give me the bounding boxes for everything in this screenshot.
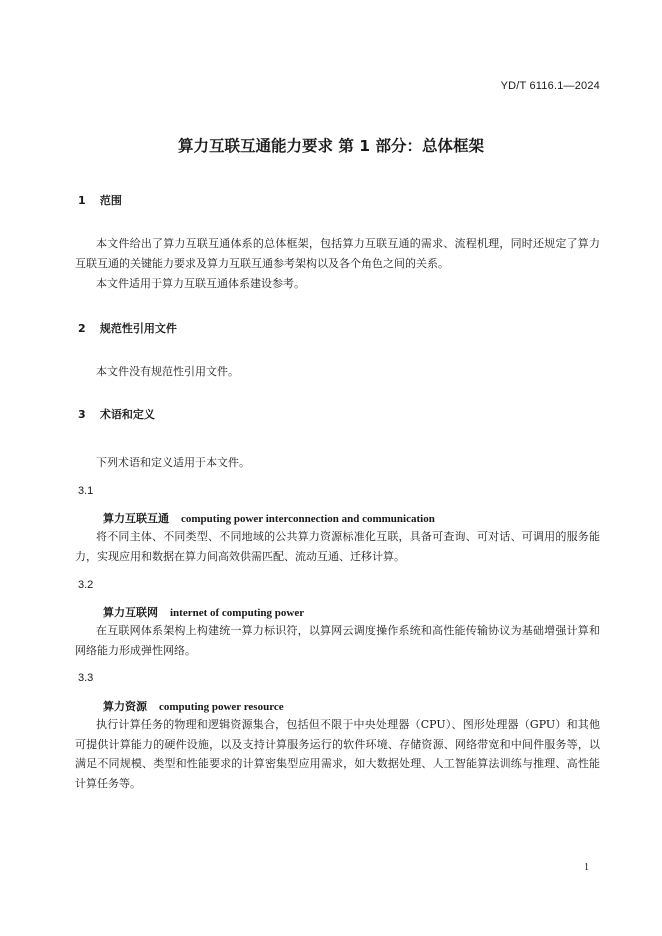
section-2-heading: [78, 320, 177, 336]
clause-number: 3.2: [78, 579, 94, 591]
term-heading: [103, 510, 435, 526]
section-number: 3: [78, 408, 86, 421]
normative-references-paragraph: 本文件没有规范性引用文件。: [96, 365, 239, 378]
page-number: 1: [584, 862, 589, 873]
scope-paragraph-1: 本文件给出了算力互联互通体系的总体框架，包括算力互联互通的需求、流程机理，同时还规定了算力互联互通的关键能力要求及算力互联互通参考架构以及各个角色之间的关系。: [75, 237, 600, 270]
term-definition: 执行计算任务的物理和逻辑资源集合，包括但不限于中央处理器（CPU）、图形处理器（GPU）和其他可提供计算能力的硬件设施，以及支持计算服务运行的软件环境、存储资源、网络带宽和中间件服务等，以满足不同规模、类型和性能要求的计算密集型应用需求，如大数据处理、人工智能算法训练与推理、高性能计算任务等。: [75, 718, 600, 790]
document-title: 算力互联互通能力要求 第 1 部分：总体框架: [178, 137, 484, 155]
term-heading: [103, 604, 304, 620]
clause-number: 3.1: [78, 485, 94, 497]
section-number: 1: [78, 194, 86, 207]
term-chinese: 算力互联网: [103, 606, 158, 619]
scope-paragraph-2: 本文件适用于算力互联互通体系建设参考。: [96, 277, 305, 290]
term-chinese: 算力互联互通: [103, 512, 169, 525]
section-title: 术语和定义: [99, 408, 155, 421]
section-title: 范围: [99, 194, 122, 207]
term-chinese: 算力资源: [103, 700, 147, 713]
terms-intro-paragraph: 下列术语和定义适用于本文件。: [96, 456, 250, 469]
term-english: computing power resource: [159, 701, 284, 713]
section-number: 2: [78, 322, 86, 335]
clause-number: 3.3: [78, 672, 94, 684]
section-1-heading: [78, 192, 122, 208]
section-3-heading: [78, 406, 155, 422]
term-heading: [103, 698, 284, 714]
term-definition: 在互联网体系架构上构建统一算力标识符，以算网云调度操作系统和高性能传输协议为基础增强计算和网络能力形成弹性网络。: [75, 624, 600, 657]
term-english: computing power interconnection and communication: [181, 513, 435, 525]
section-title: 规范性引用文件: [99, 322, 177, 335]
term-definition: 将不同主体、不同类型、不同地域的公共算力资源标准化互联，具备可查询、可对话、可调用的服务能力，实现应用和数据在算力间高效供需匹配、流动互通、迁移计算。: [75, 530, 600, 563]
term-english: internet of computing power: [170, 607, 305, 619]
standard-code: YD/T 6116.1—2024: [500, 80, 600, 92]
